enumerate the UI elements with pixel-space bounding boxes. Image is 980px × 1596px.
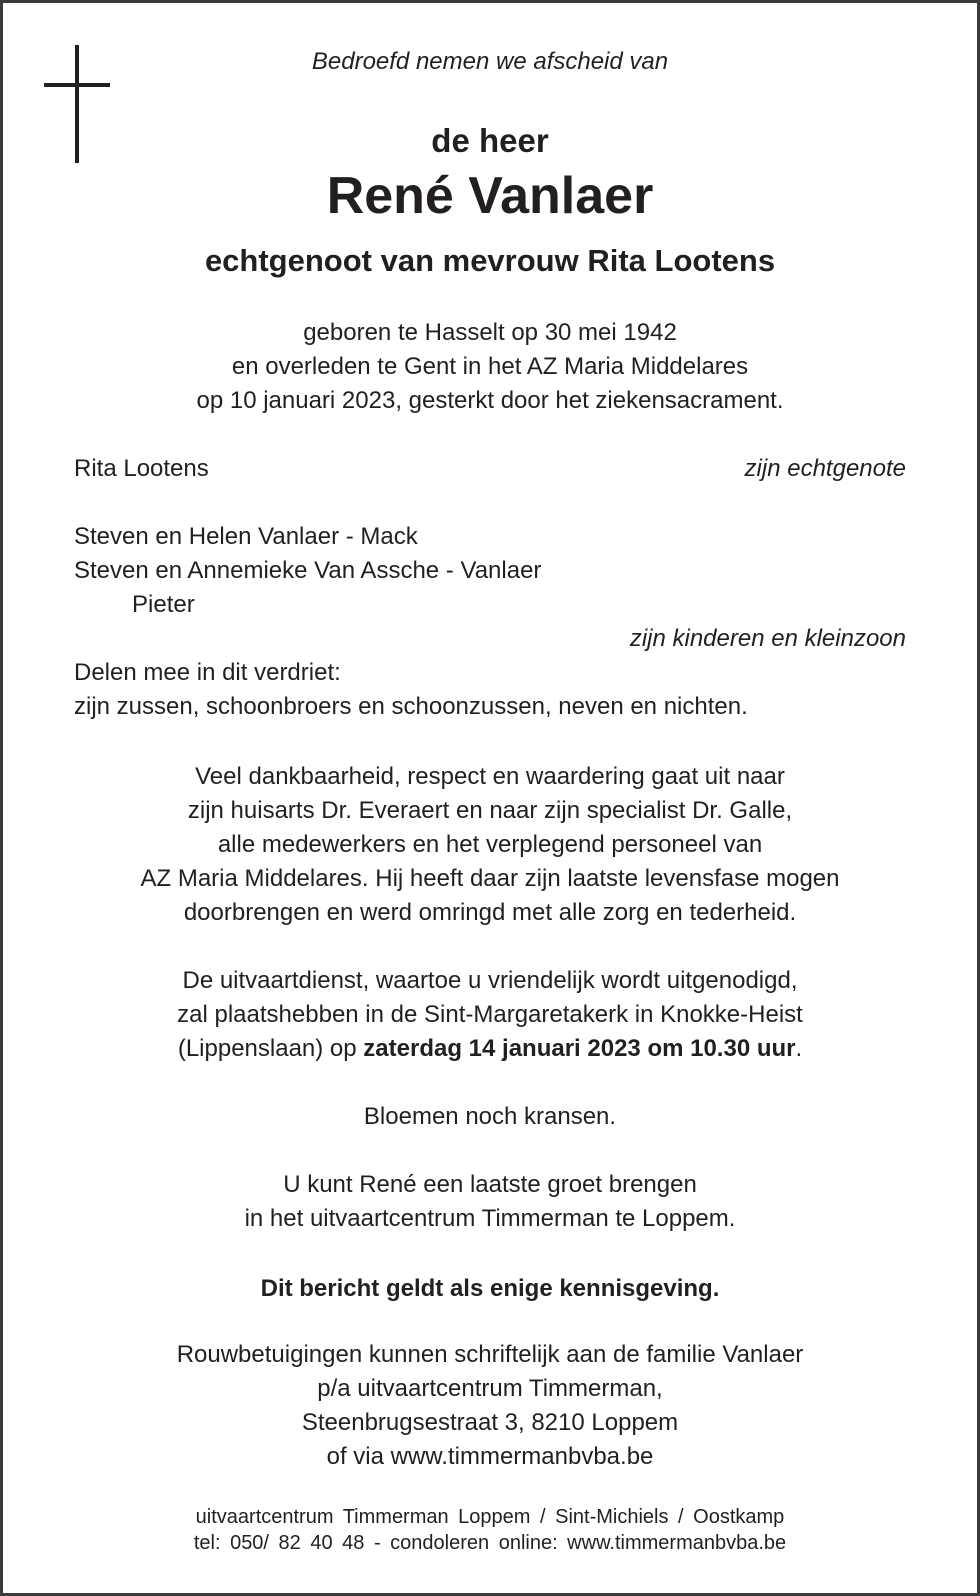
farewell-line: U kunt René een laatste groet brengen <box>283 1171 697 1198</box>
birth-line: geboren te Hasselt op 30 mei 1942 <box>303 319 677 346</box>
thanks-line: doorbrengen en werd omringd met alle zorg en tederheid. <box>183 899 797 926</box>
condolence-line: p/a uitvaartcentrum Timmerman, <box>317 1375 663 1402</box>
thanks-line: AZ Maria Middelares. Hij heeft daar zijn laatste levensfase mogen <box>140 865 840 892</box>
thanks-line: zijn huisarts Dr. Everaert en naar zijn specialist Dr. Galle, <box>187 797 793 824</box>
honorific: de heer <box>431 122 549 159</box>
intro-text: Bedroefd nemen we afscheid van <box>311 48 669 75</box>
thanks-line: alle medewerkers en het verplegend personeel van <box>217 831 763 858</box>
share-line: zijn zussen, schoonbroers en schoonzussen, neven en nichten. <box>74 693 748 720</box>
condolences-paragraph <box>60 1338 920 1474</box>
farewell-line: in het uitvaartcentrum Timmerman te Loppem. <box>244 1205 736 1232</box>
spouse-role: zijn echtgenote <box>744 455 906 482</box>
footer-locations: uitvaartcentrum Timmerman Loppem / Sint-Michiels / Oostkamp <box>195 1506 785 1528</box>
condolence-line: Steenbrugsestraat 3, 8210 Loppem <box>301 1409 679 1436</box>
child-line: Steven en Annemieke Van Assche - Vanlaer <box>74 557 542 584</box>
death-date-line: op 10 januari 2023, gesterkt door het ziekensacrament. <box>196 387 784 414</box>
death-line: en overleden te Gent in het AZ Maria Middelares <box>231 353 749 380</box>
child-line: Steven en Helen Vanlaer - Mack <box>74 523 418 550</box>
funeral-period: . <box>795 1035 803 1062</box>
thanks-line: Veel dankbaarheid, respect en waardering gaat uit naar <box>195 763 785 790</box>
funeral-line <box>60 1032 920 1066</box>
condolence-line: Rouwbetuigingen kunnen schriftelijk aan de familie Vanlaer <box>176 1341 804 1368</box>
thanks-paragraph <box>60 760 920 930</box>
footer-contact: tel: 050/ 82 40 48 - condoleren online: www.timmermanbvba.be <box>193 1532 787 1554</box>
funeral-location: (Lippenslaan) op <box>177 1035 364 1062</box>
farewell-paragraph <box>60 1168 920 1236</box>
funeral-home-footer <box>60 1504 920 1556</box>
children-role: zijn kinderen en kleinzoon <box>629 625 906 652</box>
spouse-name: Rita Lootens <box>74 455 209 482</box>
birth-death-info <box>60 316 920 418</box>
official-notice: Dit bericht geldt als enige kennisgeving. <box>260 1275 720 1302</box>
funeral-datetime: zaterdag 14 januari 2023 om 10.30 uur <box>363 1035 796 1062</box>
spouse-line: echtgenoot van mevrouw Rita Lootens <box>204 243 776 278</box>
grandchild-name: Pieter <box>132 591 195 618</box>
share-line: Delen mee in dit verdriet: <box>74 659 341 686</box>
deceased-name: René Vanlaer <box>326 167 654 225</box>
family-list <box>74 520 906 724</box>
flowers-note: Bloemen noch kransen. <box>363 1103 617 1130</box>
funeral-paragraph <box>60 964 920 1066</box>
funeral-line: zal plaatshebben in de Sint-Margaretakerk in Knokke-Heist <box>177 1001 803 1028</box>
funeral-line: De uitvaartdienst, waartoe u vriendelijk wordt uitgenodigd, <box>182 967 798 994</box>
condolence-line: of via www.timmermanbvba.be <box>326 1443 654 1470</box>
